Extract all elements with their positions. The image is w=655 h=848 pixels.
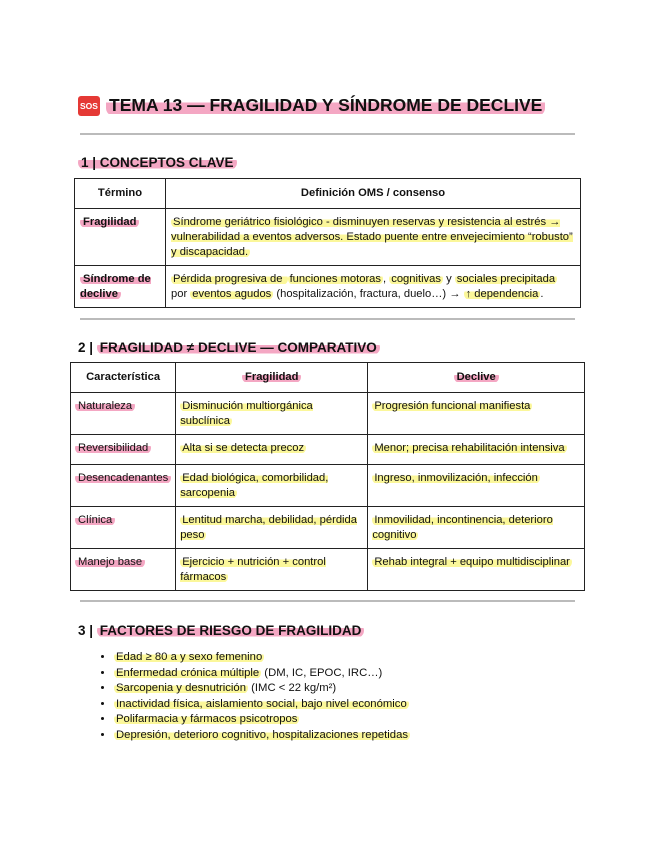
section-heading-3: 3 | FACTORES DE RIESGO DE FRAGILIDAD [78, 623, 364, 638]
section-heading-2: 2 | FRAGILIDAD ≠ DECLIVE — COMPARATIVO [78, 340, 380, 355]
decline-cell: Menor; precisa rehabilitación intensiva [368, 435, 585, 465]
column-header: Término [75, 179, 166, 209]
fragility-cell: Ejercicio + nutrición + control fármacos [176, 549, 368, 591]
sos-icon: SOS [78, 96, 100, 116]
table-row [75, 266, 581, 308]
fragility-cell: Disminución multiorgánica subclínica [176, 393, 368, 435]
definition-cell: Síndrome geriátrico fisiológico - disminuyen reservas y resistencia al estrés → vulnerabilidad a eventos adversos. Estado puente entre envejecimiento “robusto” y discapacidad. [166, 209, 581, 266]
section-heading-1: 1 | CONCEPTOS CLAVE [78, 155, 237, 170]
table-row [71, 435, 585, 465]
table-row [71, 465, 585, 507]
list-item: • Inactividad física, aislamiento social, bajo nivel económico [114, 697, 410, 713]
decline-cell: Ingreso, inmovilización, infección [368, 465, 585, 507]
divider [80, 318, 575, 320]
column-header: Definición OMS / consenso [166, 179, 581, 209]
page-title [78, 95, 545, 116]
feature-cell: Manejo base [71, 549, 176, 591]
list-item: • Sarcopenia y desnutrición (IMC < 22 kg/m²) [114, 681, 410, 697]
table-header-row [71, 363, 585, 393]
table-header-row [75, 179, 581, 209]
table-row [75, 209, 581, 266]
divider [80, 133, 575, 135]
table-row [71, 549, 585, 591]
table-row [71, 393, 585, 435]
term-cell: Síndrome de declive [75, 266, 166, 308]
feature-cell: Clínica [71, 507, 176, 549]
list-item: • Polifarmacia y fármacos psicotropos [114, 712, 410, 728]
risk-factor-list [94, 650, 410, 744]
table-row [71, 507, 585, 549]
fragility-cell: Lentitud marcha, debilidad, pérdida peso [176, 507, 368, 549]
list-item: • Edad ≥ 80 a y sexo femenino [114, 650, 410, 666]
feature-cell: Reversibilidad [71, 435, 176, 465]
comparison-table [70, 362, 585, 591]
list-item: • Enfermedad crónica múltiple (DM, IC, EPOC, IRC…) [114, 666, 410, 682]
feature-cell: Desencadenantes [71, 465, 176, 507]
column-header: Fragilidad [176, 363, 368, 393]
page-title-text: TEMA 13 — FRAGILIDAD Y SÍNDROME DE DECLIVE [106, 95, 545, 116]
decline-cell: Inmovilidad, incontinencia, deterioro cognitivo [368, 507, 585, 549]
decline-cell: Rehab integral + equipo multidisciplinar [368, 549, 585, 591]
column-header: Característica [71, 363, 176, 393]
column-header: Declive [368, 363, 585, 393]
feature-cell: Naturaleza [71, 393, 176, 435]
fragility-cell: Edad biológica, comorbilidad, sarcopenia [176, 465, 368, 507]
list-item: • Depresión, deterioro cognitivo, hospitalizaciones repetidas [114, 728, 410, 744]
decline-cell: Progresión funcional manifiesta [368, 393, 585, 435]
divider [80, 600, 575, 602]
concepts-table [74, 178, 581, 308]
term-cell: Fragilidad [75, 209, 166, 266]
fragility-cell: Alta si se detecta precoz [176, 435, 368, 465]
definition-cell: Pérdida progresiva de funciones motoras , cognitivas y sociales precipitada por eventos agudos (hospitalización, fractura, duelo…) → ↑ dependencia . [166, 266, 581, 308]
